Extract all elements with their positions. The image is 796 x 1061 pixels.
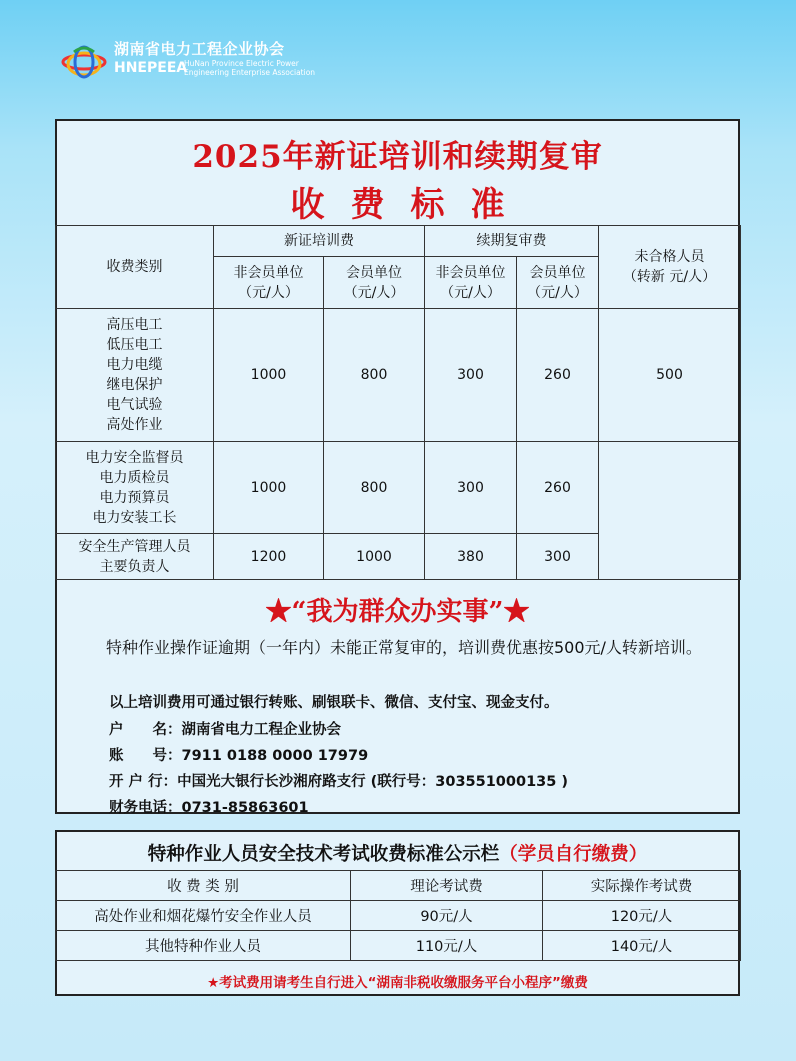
fee-new-nonmember: 1200 xyxy=(214,534,324,580)
exam-theory-fee: 90元/人 xyxy=(351,901,543,931)
sub-header-unit: （元/人） xyxy=(527,284,588,301)
exam-practical-fee: 120元/人 xyxy=(543,901,741,931)
sub-header-label: 会员单位 xyxy=(346,264,402,281)
header-category: 收费类别 xyxy=(56,226,214,309)
sub-header-unit: （元/人） xyxy=(440,284,501,301)
category-name: 电力预算员 xyxy=(99,489,170,506)
fee-renew-nonmember: 380 xyxy=(425,534,517,580)
org-abbr: HNEPEEA xyxy=(114,60,188,76)
renewal-discount-note: 特种作业操作证逾期（一年内）未能正常复审的，培训费优惠按500元/人转新培训。 xyxy=(106,638,702,657)
category-name: 主要负责人 xyxy=(99,558,170,575)
fee-renew-nonmember: 300 xyxy=(425,442,517,534)
fee-new-member: 1000 xyxy=(324,534,425,580)
category-name: 继电保护 xyxy=(106,377,163,393)
category-name: 电力安装工长 xyxy=(92,509,177,526)
table-header-row xyxy=(56,871,741,901)
page-title: 2025年新证培训和续期复审 xyxy=(192,139,603,175)
category-name: 低压电工 xyxy=(106,337,163,353)
header-new-cert-fee: 新证培训费 xyxy=(214,226,425,257)
training-fee-panel xyxy=(55,119,740,814)
exam-title-text: 特种作业人员安全技术考试收费标准公示栏 xyxy=(147,844,500,865)
payment-methods: 以上培训费用可通过银行转账、刷银联卡、微信、支付宝、现金支付。 xyxy=(109,695,559,711)
account-number: 账 号：7911 0188 0000 17979 xyxy=(109,748,369,764)
fee-new-nonmember: 1000 xyxy=(214,309,324,442)
fee-unqualified: 500 xyxy=(599,309,741,442)
category-name: 高处作业 xyxy=(106,417,163,433)
exam-category: 高处作业和烟花爆竹安全作业人员 xyxy=(56,901,351,931)
sub-header-label: 会员单位 xyxy=(529,264,586,281)
exam-theory-fee: 110元/人 xyxy=(351,931,543,961)
row-categories xyxy=(56,442,214,534)
category-name: 电力电缆 xyxy=(106,357,163,373)
table-row xyxy=(56,931,741,961)
fee-table xyxy=(55,225,741,580)
header-new-nonmember xyxy=(214,257,324,309)
sub-header-unit: （元/人） xyxy=(343,284,405,301)
sub-header-label: 非会员单位 xyxy=(435,264,506,281)
header-renew-member xyxy=(517,257,599,309)
exam-title xyxy=(57,840,738,866)
fee-new-member: 800 xyxy=(324,309,425,442)
service-slogan: ★“我为群众办实事”★ xyxy=(265,597,530,627)
exam-practical-fee: 140元/人 xyxy=(543,931,741,961)
org-name-cn: 湖南省电力工程企业协会 xyxy=(114,40,285,58)
sub-header-unit: （元/人） xyxy=(238,284,299,301)
fee-unqualified-empty xyxy=(599,442,741,580)
header-unqualified-line1: 未合格人员 xyxy=(634,249,705,265)
account-name: 户 名：湖南省电力工程企业协会 xyxy=(109,722,341,738)
category-name: 高压电工 xyxy=(106,317,163,333)
org-name-en xyxy=(184,59,315,77)
table-row xyxy=(56,309,741,442)
finance-phone: 财务电话：0731-85863601 xyxy=(109,800,309,816)
fee-renew-member: 300 xyxy=(517,534,599,580)
exam-category: 其他特种作业人员 xyxy=(56,931,351,961)
sub-header-label: 非会员单位 xyxy=(233,264,304,281)
org-name-en-line1: HuNan Province Electric Power xyxy=(184,59,299,68)
category-name: 电气试验 xyxy=(106,397,163,413)
table-row xyxy=(56,442,741,534)
category-name: 电力质检员 xyxy=(99,469,170,486)
header-renew-nonmember xyxy=(425,257,517,309)
header-unqualified xyxy=(599,226,741,309)
fee-new-member: 800 xyxy=(324,442,425,534)
table-row xyxy=(56,901,741,931)
exam-header-category: 收 费 类 别 xyxy=(56,871,351,901)
fee-renew-nonmember: 300 xyxy=(425,309,517,442)
fee-renew-member: 260 xyxy=(517,442,599,534)
row-categories xyxy=(56,534,214,580)
org-name-en-line2: Engineering Enterprise Association xyxy=(184,68,316,77)
fee-renew-member: 260 xyxy=(517,309,599,442)
exam-fee-panel xyxy=(55,830,740,996)
association-logo-icon xyxy=(60,42,108,82)
exam-header-theory: 理论考试费 xyxy=(351,871,543,901)
row-categories xyxy=(56,309,214,442)
fee-new-nonmember: 1000 xyxy=(214,442,324,534)
category-name: 安全生产管理人员 xyxy=(78,538,191,555)
header-renewal-fee: 续期复审费 xyxy=(425,226,599,257)
header-new-member xyxy=(324,257,425,309)
header-unqualified-line2: （转新 元/人） xyxy=(622,269,717,285)
exam-header-practical: 实际操作考试费 xyxy=(543,871,741,901)
page-subtitle: 收费标准 xyxy=(290,185,531,225)
exam-title-note: （学员自行缴费） xyxy=(499,844,648,865)
category-name: 电力安全监督员 xyxy=(85,449,184,466)
bank-name: 开 户 行：中国光大银行长沙湘府路支行 (联行号：303551000135 ) xyxy=(109,774,569,790)
exam-fee-table xyxy=(55,870,741,961)
exam-payment-note: ★考试费用请考生自行进入“湖南非税收缴服务平台小程序”缴费 xyxy=(207,975,588,991)
